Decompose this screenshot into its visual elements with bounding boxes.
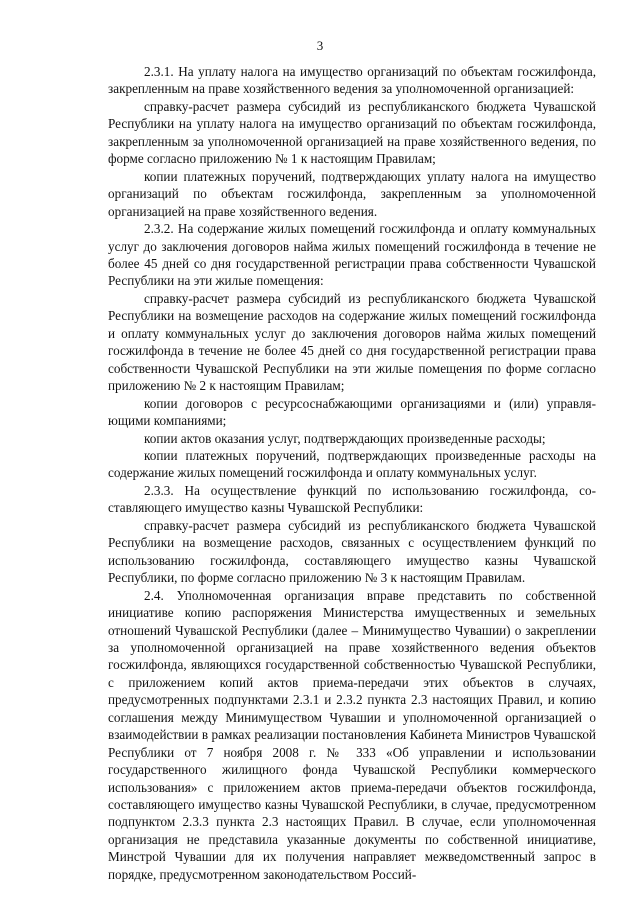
paragraph-subsidy-calc-2: справку-расчет размера субсидий из республиканского бюджета Чувашской Республики на возмещение расходов на содержание жилых помещений госжилфонда и оплату коммунальных услуг до заключения договоров найма жилых помещений госжилфонда в течение не более 45 дней со дня государственной регистрации права собственности Чувашской Республики на эти жилые помещения по форме согласно приложению № 2 к настоящим Правилам; <box>108 290 596 394</box>
page-number: 3 <box>316 38 324 53</box>
paragraph-subsidy-calc-1: справку-расчет размера субсидий из республиканского бюджета Чувашской Республики на уплату налога на имущество организаций по объектам госжилфонда, закрепленным за уполномоченной организацией на праве хозяйственного ведения, по форме согласно приложению № 1 к настоящим Правилам; <box>108 98 596 167</box>
paragraph-contracts: копии договоров с ресурсоснабжающими организациями и (или) управляющими компаниями; <box>108 395 596 429</box>
paragraph-service-acts: копии актов оказания услуг, подтверждающих произведенные расходы; <box>144 430 546 446</box>
paragraph-2-3-2: 2.3.2. На содержание жилых помещений госжилфонда и оплату коммунальных услуг до заключения договоров найма жилых помещений госжилфонда в течение не более 45 дней со дня государственной регистрации права собственности Чувашской Республики на эти жилые помещения: <box>108 221 596 289</box>
paragraph-subsidy-calc-3: справку-расчет размера субсидий из республиканского бюджета Чувашской Республики на возмещение расходов, связанных с осуществлением функций по использованию госжилфонда, составляющего имущество казны Чувашской Республики, по форме согласно приложению № 3 к настоящим Правилам. <box>108 517 596 586</box>
document-body <box>108 63 596 883</box>
paragraph-2-3-3: 2.3.3. На осуществление функций по использованию госжилфонда, составляющего имущество казны Чувашской Республики: <box>108 482 596 516</box>
paragraph-payment-orders-1: копии платежных поручений, подтверждающих уплату налога на имущество организаций по объектам госжилфонда, закрепленным за уполномоченной организацией на праве хозяйственного ведения. <box>108 168 596 219</box>
paragraph-payment-orders-2: копии платежных поручений, подтверждающих произведенные расходы на содержание жилых помещений госжилфонда и оплату коммунальных услуг. <box>108 447 596 481</box>
paragraph-2-3-1: 2.3.1. На уплату налога на имущество организаций по объектам госжилфонда, закрепленным на праве хозяйственного ведения за уполномоченной организацией: <box>108 64 596 97</box>
paragraph-2-4: 2.4. Уполномоченная организация вправе представить по собственной инициативе копию распоряжения Министерства имущественных и земельных отношений Чувашской Республики (далее – Минимущество Чувашии) о закреплении за уполномоченной организацией на праве хозяйственного ведения объектов госжилфонда, являющихся государственной собственностью Чувашской Республики, с приложением копий актов приема-передачи этих объектов в случаях, предусмотренных подпунктами 2.3.1 и 2.3.2 пункта 2.3 настоящих Правил, и копию соглашения между Минимуществом Чувашии и уполномоченной организацией о взаимодействии в рамках реализации постановления Кабинета Министров Чувашской Республики от 7 ноября 2008 г. № 333 «Об управлении и использовании государственного жилищного фонда Чувашской Республики коммерческого использования» с приложением актов приема-передачи объектов госжилфонда, составляющего имущество казны Чувашской Республики, в случае, предусмотренном подпунктом 2.3.3 пункта 2.3 настоящих Правил. В случае, если уполномоченная организация не представила указанные документы по собственной инициативе, Минстрой Чувашии для их получения направляет межведомственный запрос в порядке, предусмотренном законодательством Россий- <box>108 587 596 882</box>
